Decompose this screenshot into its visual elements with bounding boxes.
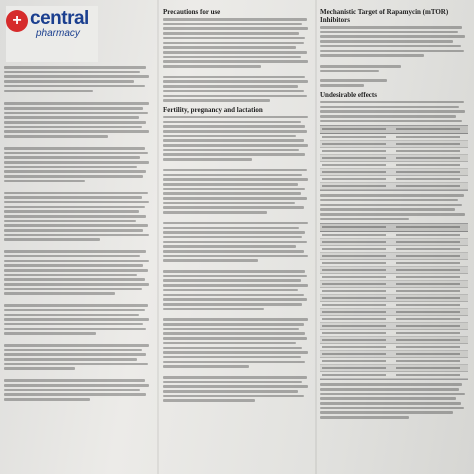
logo-name: central xyxy=(30,8,89,29)
heading-undesirable: Undesirable effects xyxy=(320,90,377,99)
cross-icon: + xyxy=(6,10,28,32)
adverse-effects-table-1 xyxy=(320,125,468,191)
heading-precautions: Precautions for use xyxy=(163,8,221,16)
central-pharmacy-logo xyxy=(6,6,98,62)
page-fold xyxy=(315,0,317,474)
text-column-left xyxy=(4,4,152,403)
text-column-right xyxy=(320,4,468,421)
page-fold xyxy=(157,0,159,474)
heading-mtor: Mechanistic Target of Rapamycin (mTOR) Inhibitors xyxy=(320,8,449,24)
adverse-effects-table-2 xyxy=(320,223,468,380)
heading-fertility: Fertility, pregnancy and lactation xyxy=(163,105,263,114)
logo-subtitle: pharmacy xyxy=(36,28,80,39)
text-column-middle xyxy=(163,4,311,404)
